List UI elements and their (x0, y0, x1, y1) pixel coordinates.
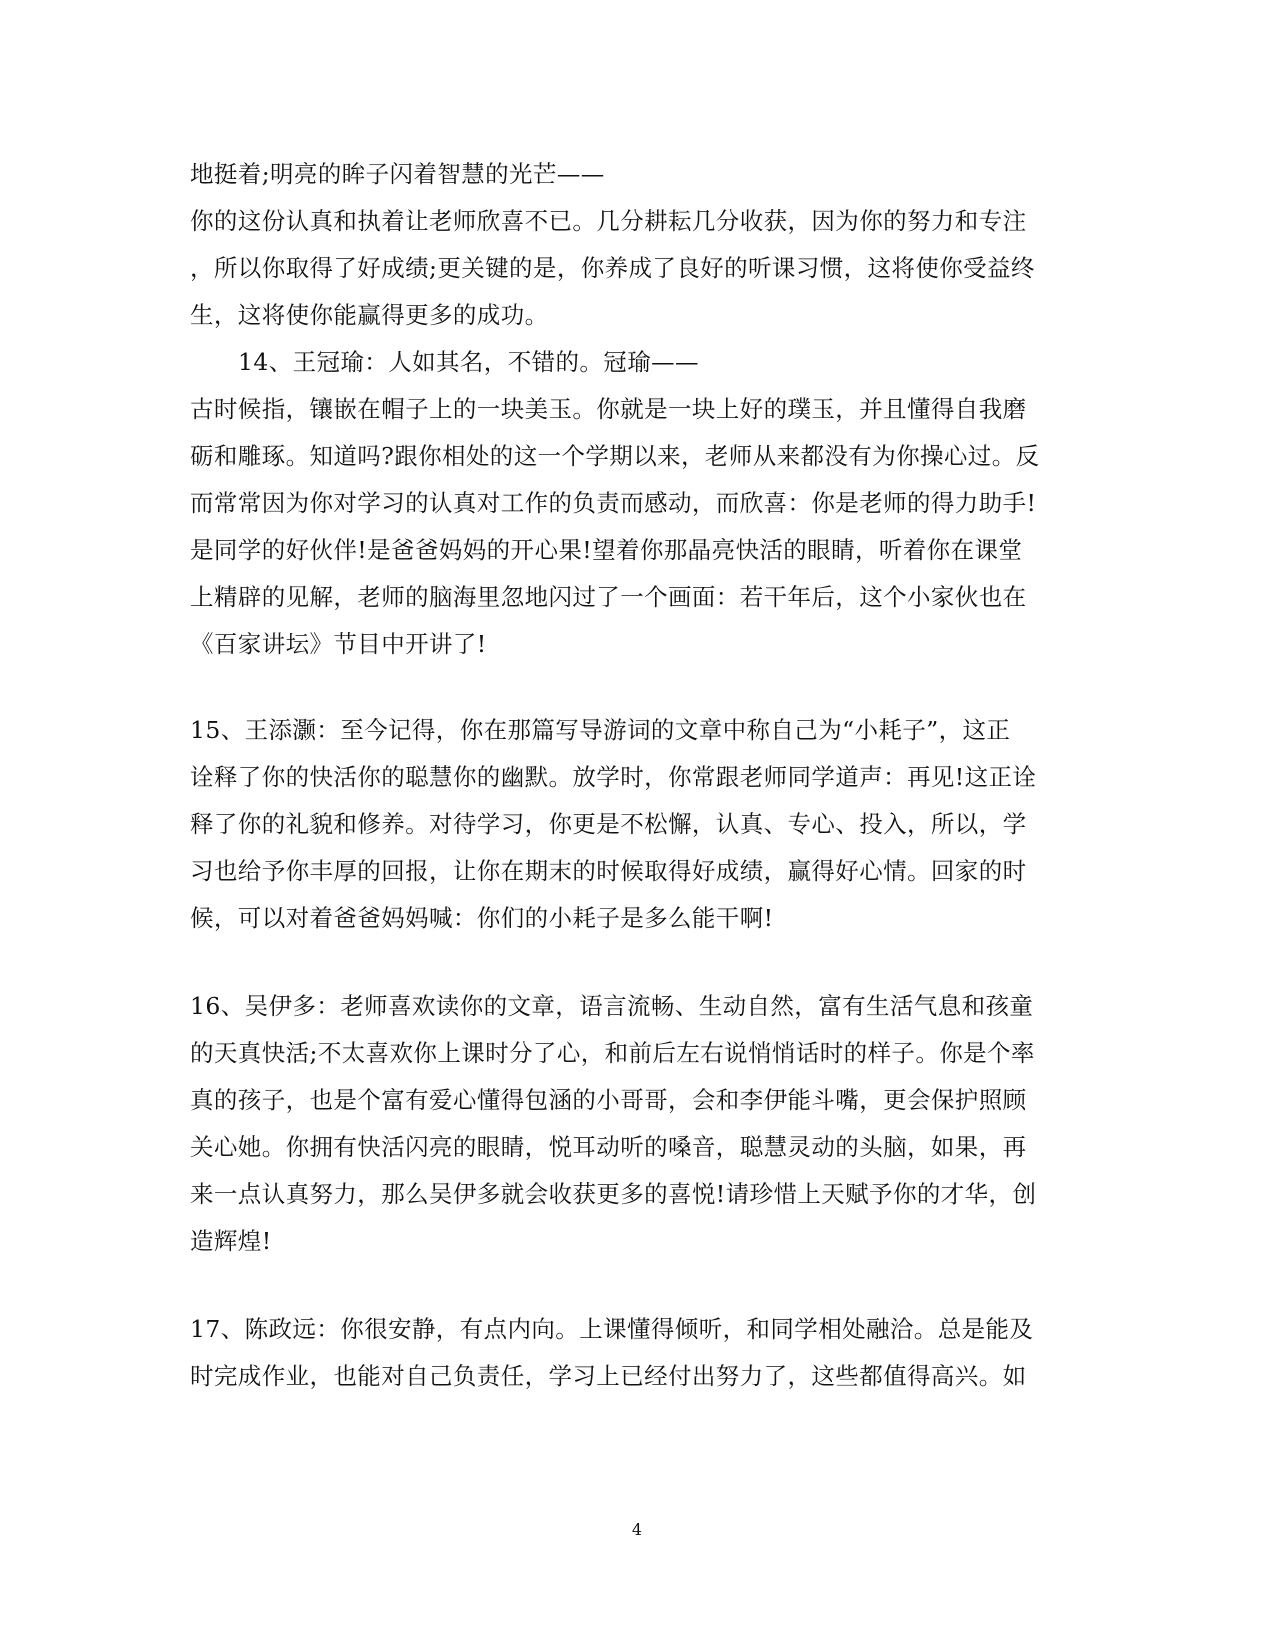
text-line: 17、陈政远：你很安静，有点内向。上课懂得倾听，和同学相处融洽。总是能及 (190, 1315, 1034, 1343)
text-line: 真的孩子，也是个富有爱心懂得包涵的小哥哥，会和李伊能斗嘴，更会保护照顾 (190, 1086, 1027, 1114)
text-line: 的天真快活;不太喜欢你上课时分了心，和前后左右说悄悄话时的样子。你是个率 (190, 1039, 1035, 1067)
text-line: 造辉煌! (190, 1227, 272, 1255)
text-line: 时完成作业，也能对自己负责任，学习上已经付出努力了，这些都值得高兴。如 (190, 1362, 1027, 1390)
text-line: 地挺着;明亮的眸子闪着智慧的光芒—— (190, 160, 605, 188)
text-line: 上精辟的见解，老师的脑海里忽地闪过了一个画面：若干年后，这个小家伙也在 (190, 583, 1027, 611)
text-line: 而常常因为你对学习的认真对工作的负责而感动，而欣喜：你是老师的得力助手! (190, 489, 1037, 517)
text-line: 古时候指，镶嵌在帽子上的一块美玉。你就是一块上好的璞玉，并且懂得自我磨 (190, 395, 1027, 423)
text-line: 生，这将使你能赢得更多的成功。 (190, 301, 549, 329)
page-number: 4 (631, 1520, 643, 1539)
text-line: 诠释了你的快活你的聪慧你的幽默。放学时，你常跟老师同学道声：再见!这正诠 (190, 763, 1037, 791)
text-line: 16、吴伊多：老师喜欢读你的文章，语言流畅、生动自然，富有生活气息和孩童 (190, 992, 1034, 1020)
text-line: 是同学的好伙伴!是爸爸妈妈的开心果!望着你那晶亮快活的眼睛，听着你在课堂 (190, 536, 1023, 564)
text-line: 释了你的礼貌和修养。对待学习，你更是不松懈，认真、专心、投入，所以，学 (190, 810, 1027, 838)
text-line: ，所以你取得了好成绩;更关键的是，你养成了良好的听课习惯，这将使你受益终 (190, 254, 1035, 282)
text-line: 14、王冠瑜：人如其名，不错的。冠瑜—— (238, 348, 699, 376)
text-line: 候，可以对着爸爸妈妈喊：你们的小耗子是多么能干啊! (190, 904, 774, 932)
text-line: 来一点认真努力，那么吴伊多就会收获更多的喜悦!请珍惜上天赋予你的才华，创 (190, 1180, 1037, 1208)
text-line: 《百家讲坛》节目中开讲了! (190, 630, 487, 658)
text-line: 砺和雕琢。知道吗?跟你相处的这一个学期以来，老师从来都没有为你操心过。反 (190, 442, 1040, 470)
text-line: 关心她。你拥有快活闪亮的眼睛，悦耳动听的嗓音，聪慧灵动的头脑，如果，再 (190, 1133, 1027, 1161)
text-line: 你的这份认真和执着让老师欣喜不已。几分耕耘几分收获，因为你的努力和专注 (190, 207, 1027, 235)
text-line: 习也给予你丰厚的回报，让你在期末的时候取得好成绩，赢得好心情。回家的时 (190, 857, 1027, 885)
text-line: 15、王添灏：至今记得，你在那篇写导游词的文章中称自己为“小耗子”，这正 (190, 716, 1011, 744)
